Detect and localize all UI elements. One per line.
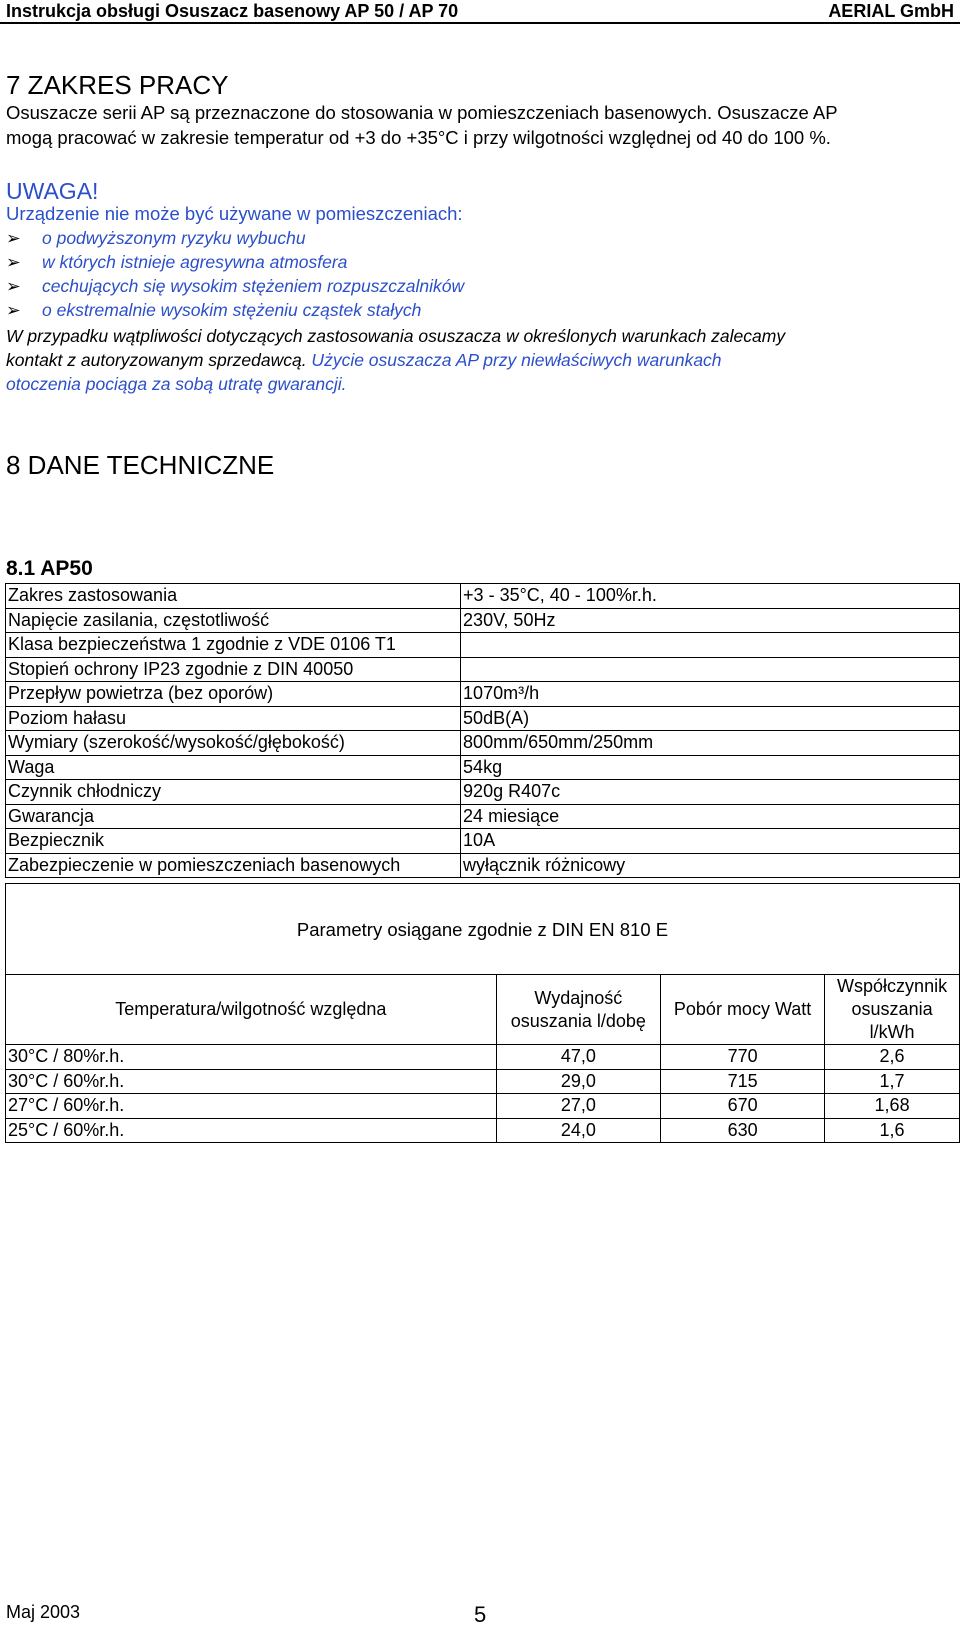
arrow-bullet-icon: ➢ — [6, 300, 21, 320]
table-row: Klasa bezpieczeństwa 1 zgodnie z VDE 0106 T1 — [6, 633, 960, 658]
performance-table — [5, 883, 960, 1143]
list-item: ➢ o ekstremalnie wysokim stężeniu cząstek stałych — [6, 300, 422, 320]
document-title: Instrukcja obsługi Osuszacz basenowy AP 50 / AP 70 — [6, 1, 459, 21]
arrow-bullet-icon: ➢ — [6, 276, 21, 296]
column-header: Temperatura/wilgotność względna — [6, 975, 497, 1045]
section-8-title: 8 DANE TECHNICZNE — [6, 450, 275, 480]
table-row: Poziom hałasu 50dB(A) — [6, 706, 960, 731]
table-row: Napięcie zasilania, częstotliwość 230V, 50Hz — [6, 608, 960, 633]
warning-intro: Urządzenie nie może być używane w pomieszczeniach: — [6, 203, 463, 224]
page-header — [0, 0, 960, 24]
table-row: Zakres zastosowania +3 - 35°C, 40 - 100%r.h. — [6, 584, 960, 609]
table-row: Zabezpieczenie w pomieszczeniach basenowych wyłącznik różnicowy — [6, 853, 960, 878]
note-line-2: kontakt z autoryzowanym sprzedawcą. Użycie osuszacza AP przy niewłaściwych warunkach — [6, 350, 722, 370]
table-row: 27°C / 60%r.h. 27,0 670 1,68 — [6, 1094, 960, 1119]
warning-heading: UWAGA! — [6, 178, 99, 204]
arrow-bullet-icon: ➢ — [6, 228, 21, 248]
list-item: ➢ w których istnieje agresywna atmosfera — [6, 252, 348, 272]
note-line-1: W przypadku wątpliwości dotyczących zastosowania osuszacza w określonych warunkach zalecamy — [6, 326, 786, 346]
table-row: Przepływ powietrza (bez oporów) 1070m³/h — [6, 682, 960, 707]
table-row: Czynnik chłodniczy 920g R407c — [6, 780, 960, 805]
table-row: Bezpiecznik 10A — [6, 829, 960, 854]
performance-caption: Parametry osiągane zgodnie z DIN EN 810 E — [6, 884, 960, 975]
section-7-title: 7 ZAKRES PRACY — [6, 70, 229, 100]
table-row: Waga 54kg — [6, 755, 960, 780]
table-row: Gwarancja 24 miesiące — [6, 804, 960, 829]
section-7-line-2: mogą pracować w zakresie temperatur od +3 do +35°C i przy wilgotności względnej od 40 do 100 %. — [6, 127, 831, 148]
column-header: Współczynnik osuszania l/kWh — [825, 975, 960, 1045]
page-number: 5 — [474, 1602, 487, 1627]
table-row: Wymiary (szerokość/wysokość/głębokość) 800mm/650mm/250mm — [6, 731, 960, 756]
table-row: Stopień ochrony IP23 zgodnie z DIN 40050 — [6, 657, 960, 682]
footer-date: Maj 2003 — [6, 1602, 81, 1622]
table-caption-row — [6, 884, 960, 975]
column-header: Wydajność osuszania l/dobę — [496, 975, 660, 1045]
table-row: 25°C / 60%r.h. 24,0 630 1,6 — [6, 1118, 960, 1143]
table-row: 30°C / 60%r.h. 29,0 715 1,7 — [6, 1069, 960, 1094]
company-name: AERIAL GmbH — [828, 1, 954, 21]
column-header: Pobór mocy Watt — [661, 975, 825, 1045]
spec-table — [5, 583, 960, 878]
note-line-3: otoczenia pociąga za sobą utratę gwarancji. — [6, 374, 347, 394]
section-7-line-1: Osuszacze serii AP są przeznaczone do stosowania w pomieszczeniach basenowych. Osuszacze AP — [6, 102, 838, 123]
table-header-row — [6, 975, 960, 1045]
list-item: ➢ cechujących się wysokim stężeniem rozpuszczalników — [6, 276, 465, 296]
arrow-bullet-icon: ➢ — [6, 252, 21, 272]
list-item: ➢ o podwyższonym ryzyku wybuchu — [6, 228, 306, 248]
table-row: 30°C / 80%r.h. 47,0 770 2,6 — [6, 1045, 960, 1070]
section-8-1-title: 8.1 AP50 — [6, 557, 93, 580]
